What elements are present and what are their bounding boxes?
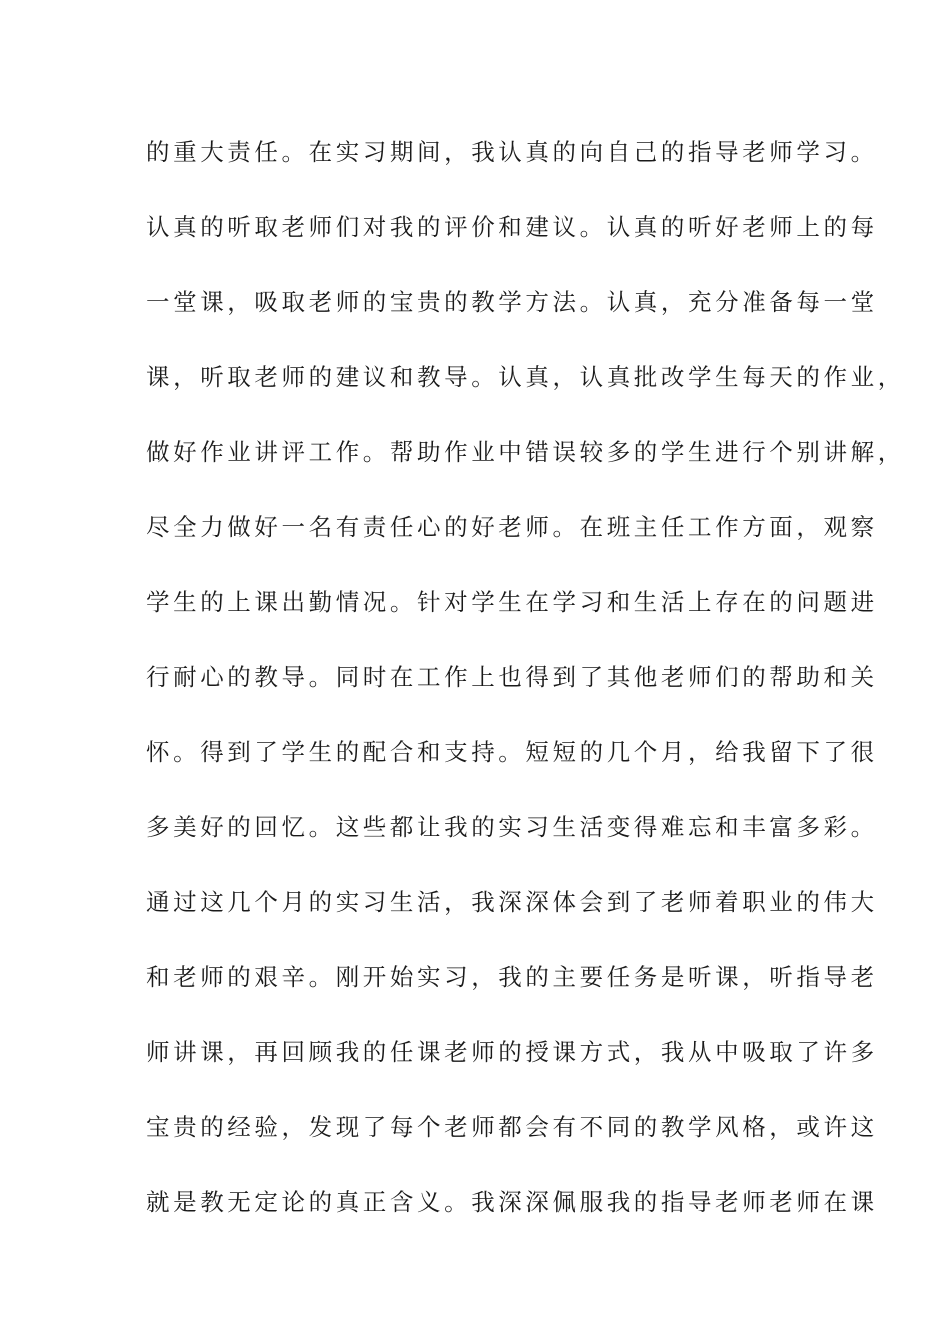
text-line: 通过这几个月的实习生活，我深深体会到了老师着职业的伟大 [146, 888, 878, 916]
text-line: 师讲课，再回顾我的任课老师的授课方式，我从中吸取了许多 [146, 1038, 878, 1066]
text-line: 一堂课，吸取老师的宝贵的教学方法。认真，充分准备每一堂 [146, 288, 878, 316]
text-line: 和老师的艰辛。刚开始实习，我的主要任务是听课，听指导老 [146, 963, 878, 991]
text-line: 就是教无定论的真正含义。我深深佩服我的指导老师老师在课 [146, 1188, 878, 1216]
text-line: 做好作业讲评工作。帮助作业中错误较多的学生进行个别讲解， [146, 438, 905, 466]
text-line: 尽全力做好一名有责任心的好老师。在班主任工作方面，观察 [146, 513, 878, 541]
body-text [146, 127, 905, 1252]
text-line: 的重大责任。在实习期间，我认真的向自己的指导老师学习。 [146, 138, 878, 166]
text-line: 学生的上课出勤情况。针对学生在学习和生活上存在的问题进 [146, 588, 878, 616]
text-line: 课，听取老师的建议和教导。认真，认真批改学生每天的作业， [146, 363, 905, 391]
text-line: 多美好的回忆。这些都让我的实习生活变得难忘和丰富多彩。 [146, 813, 878, 841]
text-line: 宝贵的经验，发现了每个老师都会有不同的教学风格，或许这 [146, 1113, 878, 1141]
text-line: 认真的听取老师们对我的评价和建议。认真的听好老师上的每 [146, 213, 878, 241]
text-line: 怀。得到了学生的配合和支持。短短的几个月，给我留下了很 [146, 738, 878, 766]
text-line: 行耐心的教导。同时在工作上也得到了其他老师们的帮助和关 [146, 663, 878, 691]
